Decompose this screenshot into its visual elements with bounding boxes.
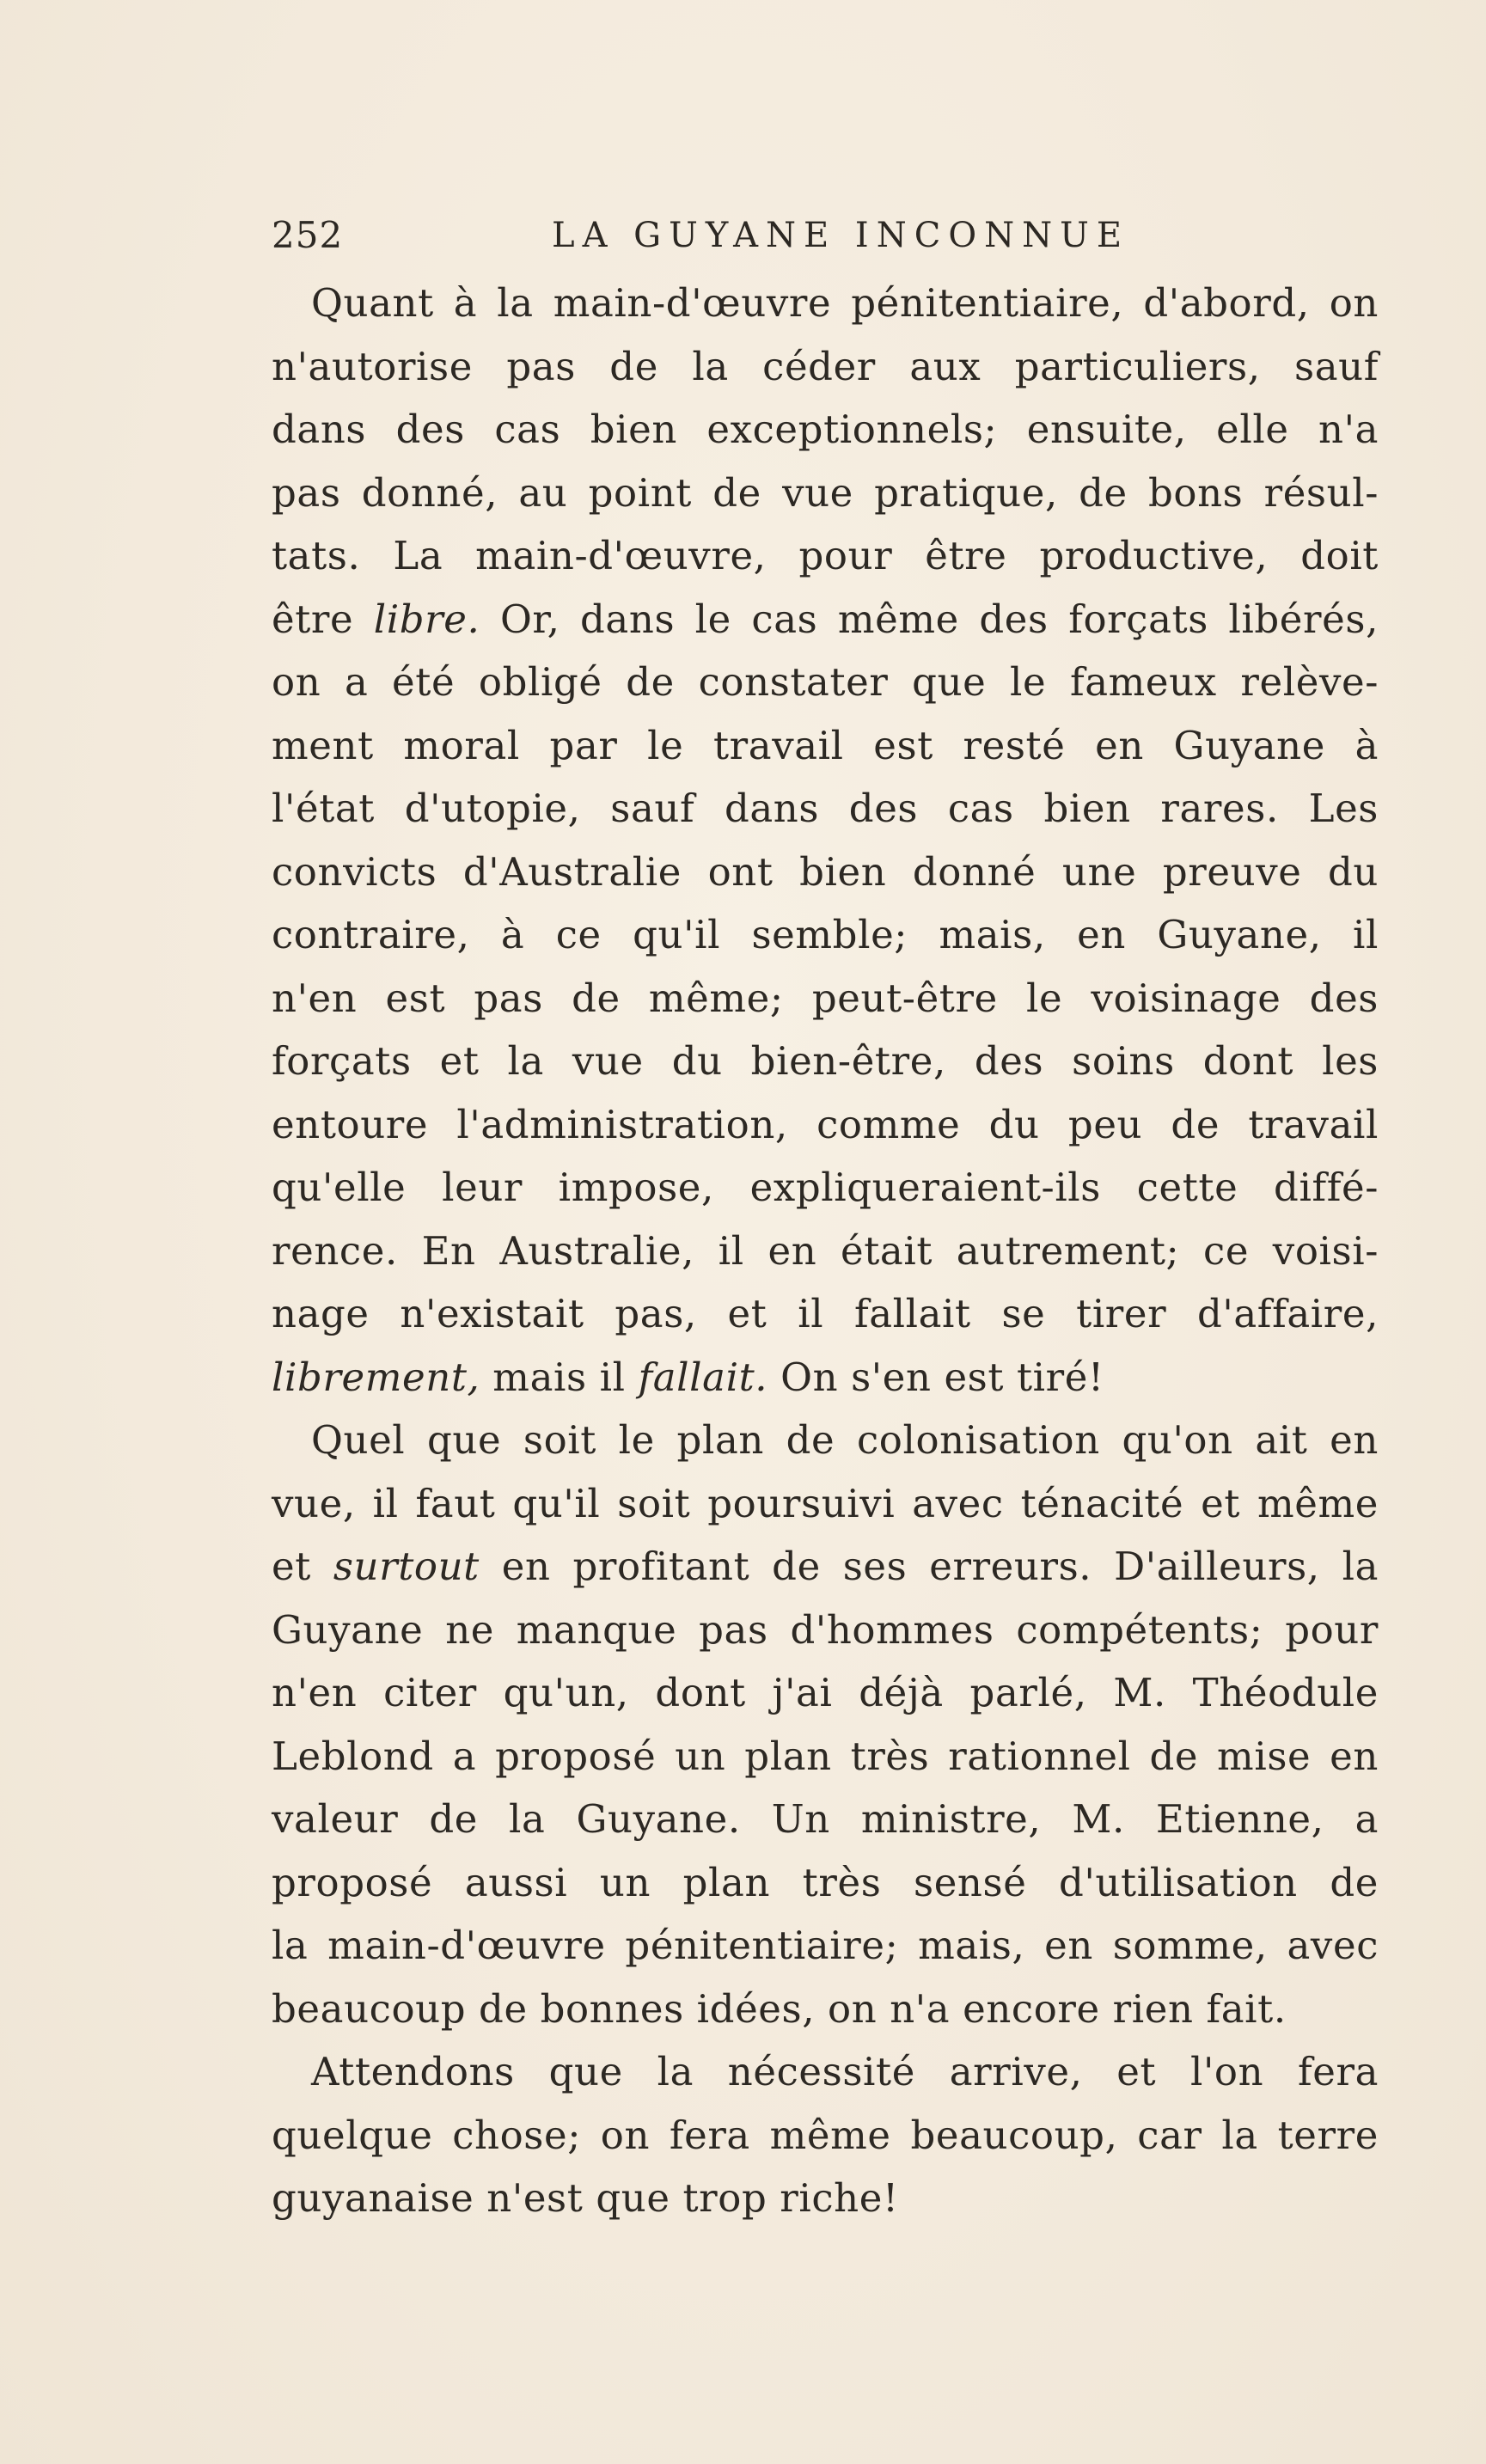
text-line: n'autorise pas de la céder aux particuliers, sauf [272,343,1379,389]
text-line: beaucoup de bonnes idées, on n'a encore rien fait. [272,1985,1287,2032]
text-line: convicts d'Australie ont bien donné une preuve du [272,848,1379,895]
text-line: la main-d'œuvre pénitentiaire; mais, en somme, avec [272,1923,1379,1968]
text-line [272,1535,1379,1599]
italic-text: fallait. [638,1354,768,1400]
text-line: Quel que soit le plan de colonisation qu'on ait en [311,1417,1379,1463]
text-line: n'en citer qu'un, dont j'ai déjà parlé, M. Théodule [272,1670,1379,1715]
text-line: rence. En Australie, il en était autrement; ce voisi- [272,1227,1379,1274]
text-segment: mais il [480,1354,639,1400]
italic-text: libre. [373,596,480,642]
text-line [272,1346,1379,1409]
text-line: qu'elle leur impose, expliqueraient-ils cette diffé- [272,1165,1379,1210]
text-line: nage n'existait pas, et il fallait se tirer d'affaire, [272,1291,1379,1336]
page-number: 252 [272,214,344,256]
text-line: Leblond a proposé un plan très rationnel de mise en [272,1733,1379,1779]
text-line: quelque chose; on fera même beaucoup, car la terre [272,2112,1379,2158]
text-segment: On s'en est tiré! [767,1354,1104,1400]
text-segment: Or, dans le cas même des forçats libérés, [480,596,1379,642]
text-line: contraire, à ce qu'il semble; mais, en Guyane, il [272,912,1379,957]
paragraph [272,1409,1379,2040]
text-line: forçats et la vue du bien-être, des soins dont les [272,1038,1379,1084]
italic-text: surtout [333,1544,480,1589]
text-line: on a été obligé de constater que le fameux relève- [272,659,1379,705]
paragraph [272,2040,1379,2230]
body-text [272,272,1379,2230]
italic-text: librement, [272,1354,480,1400]
text-line: ment moral par le travail est resté en Guyane à [272,722,1379,768]
text-line [272,588,1379,651]
text-line: Attendons que la nécessité arrive, et l'on fera [311,2049,1379,2094]
text-line: proposé aussi un plan très sensé d'utilisation de [272,1859,1379,1905]
page-header [272,210,1131,261]
text-line: Guyane ne manque pas d'hommes compétents; pour [272,1606,1379,1653]
text-line: l'état d'utopie, sauf dans des cas bien rares. Les [272,786,1379,831]
text-line: Quant à la main-d'œuvre pénitentiaire, d'abord, on [311,280,1379,326]
text-segment: être [272,596,374,642]
text-line: tats. La main-d'œuvre, pour être productive, doit [272,533,1379,578]
text-line: guyanaise n'est que trop riche! [272,2175,899,2221]
paragraph [272,272,1379,1409]
text-line: n'en est pas de même; peut-être le voisinage des [272,975,1379,1021]
text-segment: et [272,1544,333,1589]
text-line: vue, il faut qu'il soit poursuivi avec ténacité et même [272,1480,1379,1526]
text-segment: en profitant de ses erreurs. D'ailleurs, la [479,1544,1379,1589]
text-line: pas donné, au point de vue pratique, de bons résul- [272,469,1379,516]
text-line: entoure l'administration, comme du peu de travail [272,1101,1379,1147]
text-line: dans des cas bien exceptionnels; ensuite, elle n'a [272,407,1379,452]
text-line: valeur de la Guyane. Un ministre, M. Etienne, a [272,1796,1379,1842]
running-title: LA GUYANE INCONNUE [552,216,1130,255]
